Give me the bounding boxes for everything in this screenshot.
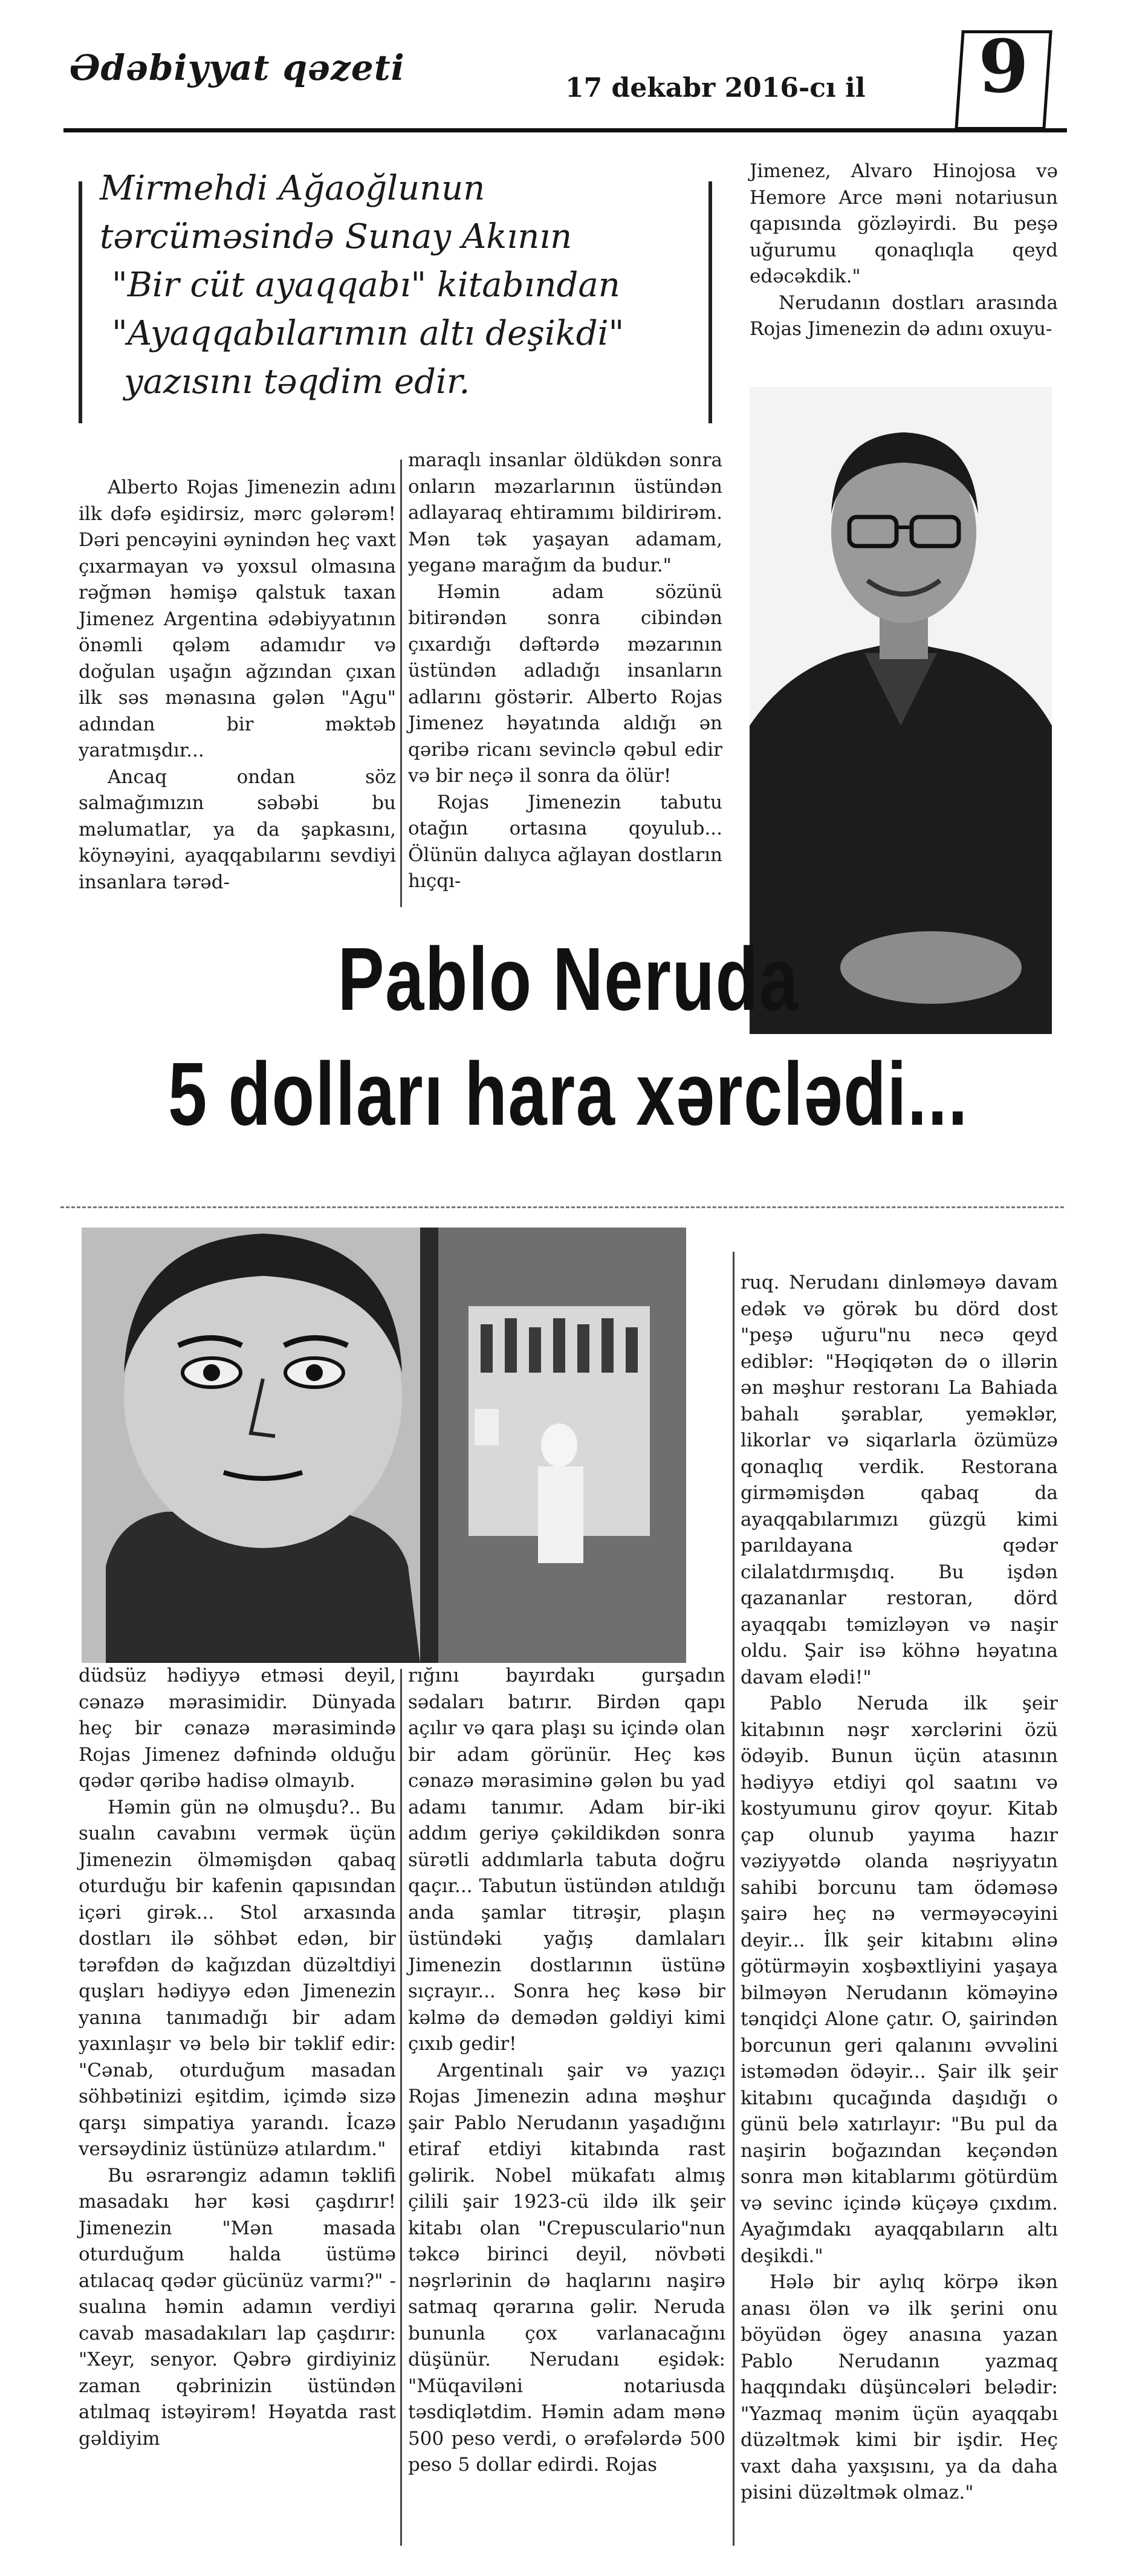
paragraph: Alberto Rojas Jimenezin adını ilk dəfə eşidirsiz, mərc gələrəm! Dəri pencəyini əynindən heç vaxt çıxarmayan və yoxsul olmasına rəğmən həmişə qalstuk taxan Jimenez Argentina ədəbiyyatının önəmli qələm adamıdır və doğulan uşağın ağzından çıxan ilk səs mənasına gələn "Agu" adından bir məktəb yaratmışdır... xyxy=(79,476,396,761)
intro-line: "Bir cüt ayaqqabı" kitabından xyxy=(112,265,620,305)
column-divider xyxy=(400,1669,402,2546)
paragraph: Həmin gün nə olmuşdu?.. Bu sualın cavabını vermək üçün Jimenezin ölməmişdən qabaq oturduğu bir kafenin qapısından içəri girək... Stol arxasında dostları ilə söhbət edən, bir tərəfdən də kağızdan düzəltdiyi quşları hədiyyə edən Jimenezin yanına tanımadığı bir adam yaxınlaşır və belə bir təklif edir: "Cənab, oturduğum masadan söhbətinizi eşitdim, içimdə sizə qarşı simpatiya yarandı. İcazə versəydiniz üstünüzə atılardım." xyxy=(79,1796,396,2160)
paragraph: Pablo Neruda ilk şeir kitabının nəşr xərclərini özü ödəyib. Bunun üçün atasının hədiyyə etdiyi qol saatını və kostyumunu girov qoyur. Kitab çap olunub yayıma hazır vəziyyətdə olanda nəşriyyatın sahibi borcunu tam ödəməsə şairə heç nə verməyəcəyini deyir... İlk şeir kitabını əlinə götürməyin xoşbəxtliyini yaşaya bilməyən Nerudanın köməyinə tənqidçi Alone çatır. O, şairindən borcunun geri qalanını əvvəlini istəmədən ödəyir... Şair ilk şeir kitabını qucağında daşıdığı o günü belə xatırlayır: "Bu pul da naşirin boğazından keçəndən sonra mən kitablarımı götürdüm və sevinc içində küçəyə çıxdım. Ayağımdakı ayaqqabıların altı deşikdi." xyxy=(741,1693,1058,2267)
bottom-column-3 xyxy=(741,1270,1058,2506)
intro-right-bar xyxy=(708,181,712,423)
paragraph: rığını bayırdakı gurşadın sədaları batırır. Birdən qapı açılır və qara plaşı su içində olan bir adam görünür. Heç kəs cənazə mərasiminə gələn bu yad adamı tanımır. Adam bir-iki addım geriyə çəkildikdən sonra sürətli addımlarla tabuta doğru qaçır... Tabutun üstündən atıldığı anda şamlar titrəşir, plaşın üstündəki yağış damlaları Jimenezin dostlarının üstünə sıçrayır... Sonra heç kəsə bir kəlmə də demədən gəldiyi kimi çıxıb gedir! xyxy=(408,1665,725,2055)
headline xyxy=(167,922,969,1152)
column-divider xyxy=(733,1252,734,2546)
paragraph: Bu əsrarəngiz adamın təklifi masadakı hər kəsi çaşdırır! Jimenezin "Mən masada oturduğum halda üstümə atılacaq qədər gücünüz varmı?" - sualına həmin adamın verdiyi cavab masadakıları lap çaşdırır: "Xeyr, senyor. Qəbrə girdiyiniz zaman qəbrinizin üstündən atılmaq istəyirəm! Həyatda rast gəldiyim xyxy=(79,2164,396,2450)
paragraph: Hələ bir aylıq körpə ikən anası ölən və ilk şerini onu böyüdən ögey anasına yazan Pablo Nerudanın yazmaq haqqındakı düşüncələri belədir: "Yazmaq mənim üçün ayaqqabı düzəltmək kimi bir işdir. Heç vaxt daha yaxşısını, ya da daha pisini düzəltmək olmaz." xyxy=(741,2271,1058,2503)
masthead-rule xyxy=(63,128,1067,132)
intro-text xyxy=(100,164,704,406)
page-number: 9 xyxy=(978,24,1029,109)
paragraph: maraqlı insanlar öldükdən sonra onların məzarlarının üstündən adlayaraq ehtiramımı bildirirəm. Mən tək yaşayan adamam, yeganə marağım da budur." xyxy=(408,449,722,576)
paragraph: Nerudanın dostları arasında Rojas Jimenezin də adını oxuyu- xyxy=(750,291,1058,340)
top-column-3 xyxy=(750,158,1058,343)
intro-left-bar xyxy=(79,181,82,423)
top-column-1 xyxy=(79,475,396,896)
paragraph: Argentinalı şair və yazıçı Rojas Jimenezin adına məşhur şair Pablo Nerudanın yaşadığını etiraf etdiyi kitabında rast gəlirik. Nobel mükafatı almış çilili şair 1923-cü ildə ilk şeir kitabı olan "Crepusculario"nun təkcə birinci deyil, növbəti nəşrlərinin də haqlarını naşirə satmaq qərarına gəlir. Neruda bununla çox varlanacağını düşünür. Nerudanı eşidək: "Müqaviləni notariusda təsdiqlətdim. Həmin adam mənə 500 peso verdi, o ərəfələrdə 500 peso 5 dollar edirdi. Rojas xyxy=(408,2059,725,2476)
intro-line: yazısını təqdim edir. xyxy=(124,362,470,402)
bottom-column-2 xyxy=(408,1663,725,2479)
top-column-2 xyxy=(408,447,722,895)
paragraph: Ancaq ondan söz salmağımızın səbəbi bu məlumatlar, ya da şapkasını, köynəyini, ayaqqabılarını sevdiyi insanlara tərəd- xyxy=(79,766,396,893)
headline-line-2: 5 dolları hara xərclədi... xyxy=(168,1044,968,1144)
intro-line: "Ayaqqabılarımın altı deşikdi" xyxy=(112,314,624,353)
column-divider xyxy=(400,460,402,907)
neruda-painting-image xyxy=(82,1228,686,1663)
newspaper-title: Ədəbiyyat qəzeti xyxy=(70,47,405,88)
paragraph: düdsüz hədiyyə etməsi deyil, cənazə mərasimidir. Dünyada heç bir cənazə mərasimində Rojas Jimenez dəfnində olduğu qədər qəribə hadisə olmayıb. xyxy=(79,1665,396,1792)
section-divider xyxy=(60,1206,1064,1208)
intro-line: tərcüməsində Sunay Akının xyxy=(100,217,572,256)
paragraph: ruq. Nerudanı dinləməyə davam edək və görək bu dörd dost "peşə uğuru"nu necə qeyd ediblər: "Həqiqətən də o illərin ən məşhur restoranı La Bahiada bahalı şərablar, yeməklər, likorlar və siqarlarla özümüzə qonaqlıq verdik. Restorana girməmişdən qabaq da ayaqqabılarımızı güzgü kimi parıldayana qədər cilalatdırmışdıq. Bu işdən qazananlar restoran, dörd ayaqqabı təmizləyən və naşir oldu. Şair isə köhnə həyatına davam elədi!" xyxy=(741,1272,1058,1688)
paragraph: Həmin adam sözünü bitirəndən sonra cibindən çıxardığı dəftərdə məzarının üstündən adladığı insanların adlarını göstərir. Alberto Rojas Jimenez həyatında aldığı ən qəribə ricanı sevinclə qəbul edir və bir neçə il sonra da ölür! xyxy=(408,581,722,787)
paragraph: Rojas Jimenezin tabutu otağın ortasına qoyulub... Ölünün dalıyca ağlayan dostların hıçqı- xyxy=(408,791,722,892)
bottom-column-1 xyxy=(79,1663,396,2452)
paragraph: Jimenez, Alvaro Hinojosa və Hemore Arce məni notariusun qapısında gözləyirdi. Bu peşə uğurumu qonaqlıqla qeyd edəcəkdik." xyxy=(750,160,1058,287)
intro-line: Mirmehdi Ağaoğlunun xyxy=(100,169,485,208)
issue-date: 17 dekabr 2016-cı il xyxy=(565,73,866,103)
headline-line-1: Pablo Neruda xyxy=(337,929,799,1029)
